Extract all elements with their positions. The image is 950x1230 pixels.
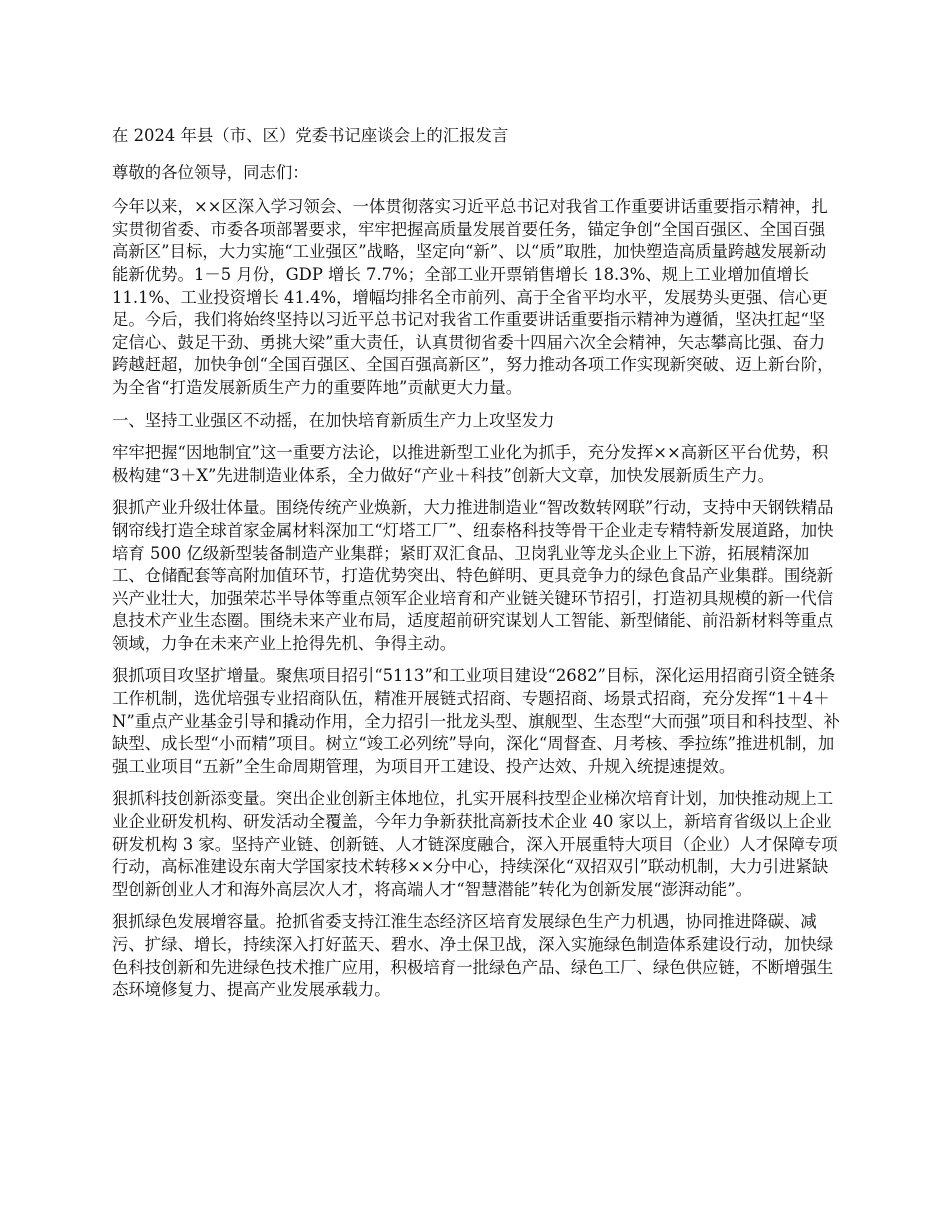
paragraph-industry-upgrade: 狠抓产业升级壮体量。围绕传统产业焕新，大力推进制造业“智改数转网联”行动，支持中天钢铁精品钢帘线打造全球首家金属材料深加工“灯塔工厂”、纽泰格科技等骨干企业走专精特新发展道路，加快培育 500 亿级新型装备制造产业集群；紧盯双汇食品、卫岗乳业等龙头企业上下游，拓展精深加工、仓储配套等高附加值环节，打造优势突出、特色鲜明、更具竞争力的绿色食品产业集群。围绕新兴产业壮大，加强荣芯半导体等重点领军企业培育和产业链关键环节招引，打造初具规模的新一代信息技术产业生态圈。围绕未来产业布局，适度超前研究谋划人工智能、新型储能、前沿新材料等重点领域，力争在未来产业上抢得先机、争得主动。 [112, 498, 834, 653]
section-heading-1: 一、坚持工业强区不动摇，在加快培育新质生产力上攻坚发力 [112, 410, 555, 430]
paragraph-project-push: 狠抓项目攻坚扩增量。聚焦项目招引“5113”和工业项目建设“2682”目标，深化运用招商引资全链条工作机制，选优培强专业招商队伍，精准开展链式招商、专题招商、场景式招商，充分发挥“1＋4＋N”重点产业基金引导和撬动作用，全力招引一批龙头型、旗舰型、生态型“大而强”项目和科技型、补缺型、成长型“小而精”项目。树立“竣工必列统”导向，深化“周督查、月考核、季拉练”推进机制，加强工业项目“五新”全生命周期管理，为项目开工建设、投产达效、升规入统提速提效。 [112, 666, 840, 776]
paragraph-green-development: 狠抓绿色发展增容量。抢抓省委支持江淮生态经济区培育发展绿色生产力机遇，协同推进降碳、减污、扩绿、增长，持续深入打好蓝天、碧水、净土保卫战，深入实施绿色制造体系建设行动，加快绿色科技创新和先进绿色技术推广应用，积极培育一批绿色产品、绿色工厂、绿色供应链，不断增强生态环境修复力、提高产业发展承载力。 [112, 912, 834, 1000]
paragraph-intro: 今年以来，××区深入学习领会、一体贯彻落实习近平总书记对我省工作重要讲话重要指示精神，扎实贯彻省委、市委各项部署要求，牢牢把握高质量发展首要任务，锚定争创“全国百强区、全国百强高新区”目标，大力实施“工业强区”战略，坚定向“新”、以“质”取胜，加快塑造高质量跨越发展新动能新优势。1－5 月份，GDP 增长 7.7%；全部工业开票销售增长 18.3%、规上工业增加值增长 11.1%、工业投资增长 41.4%，增幅均排名全市前列、高于全省平均水平，发展势头更强、信心更足。今后，我们将始终坚持以习近平总书记对我省工作重要讲话重要指示精神为遵循，坚决扛起“坚定信心、鼓足干劲、勇挑大梁”重大责任，认真贯彻省委十四届六次全会精神，矢志攀高比强、奋力跨越赶超，加快争创“全国百强区、全国百强高新区”，努力推动各项工作实现新突破、迈上新台阶，为全省“打造发展新质生产力的重要阵地”贡献更大力量。 [112, 197, 834, 397]
document-page [112, 125, 840, 1012]
paragraph-section-1-intro: 牢牢把握“因地制宜”这一重要方法论，以推进新型工业化为抓手，充分发挥××高新区平台优势，积极构建“3＋X”先进制造业体系，全力做好“产业＋科技”创新大文章，加快发展新质生产力。 [112, 443, 829, 485]
paragraph-tech-innovation: 狠抓科技创新添变量。突出企业创新主体地位，扎实开展科技型企业梯次培育计划，加快推动规上工业企业研发机构、研发活动全覆盖，今年力争新获批高新技术企业 40 家以上，新培育省级以上企业研发机构 3 家。坚持产业链、创新链、人才链深度融合，深入开展重特大项目（企业）人才保障专项行动，高标准建设东南大学国家技术转移××分中心，持续深化“双招双引”联动机制，大力引进紧缺型创新创业人才和海外高层次人才，将高端人才“智慧潜能”转化为创新发展“澎湃动能”。 [112, 789, 838, 899]
document-title: 在 2024 年县（市、区）党委书记座谈会上的汇报发言 [112, 126, 509, 145]
greeting: 尊敬的各位领导，同志们： [112, 162, 309, 182]
